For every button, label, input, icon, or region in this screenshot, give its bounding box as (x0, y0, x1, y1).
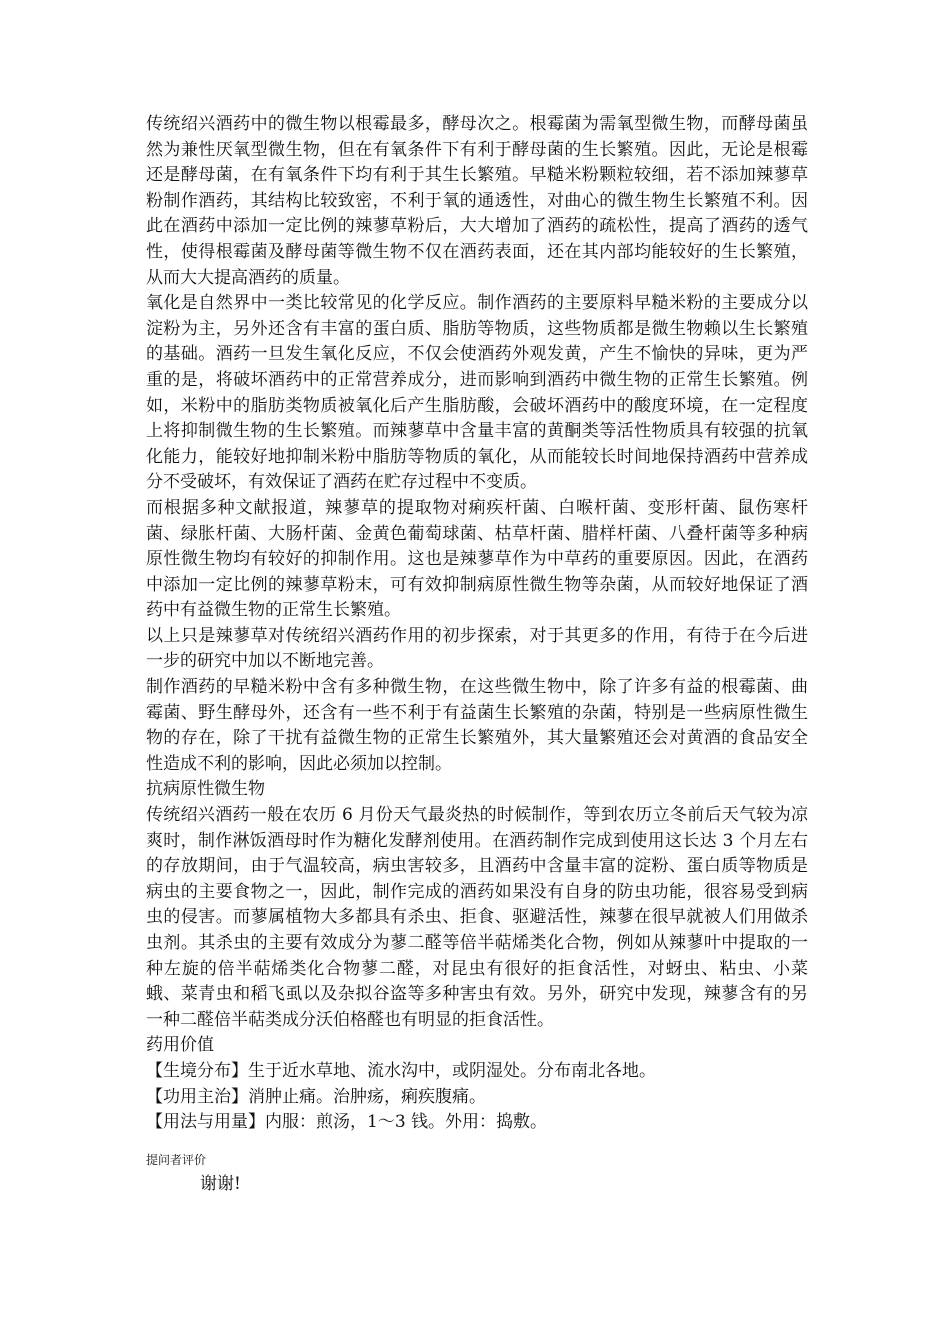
document-page (146, 112, 808, 1197)
reviewer-label: 提问者评价 (146, 1152, 207, 1167)
item-distribution: 【生境分布】生于近水草地、流水沟中，或阴湿处。分布南北各地。 (146, 1060, 656, 1081)
paragraph-aeration: 传统绍兴酒药中的微生物以根霉最多，酵母次之。根霉菌为需氧型微生物，而酵母菌虽然为兼性厌氧型微生物，但在有氧条件下有利于酵母菌的生长繁殖。因此，无论是根霉还是酵母菌，在有氧条件下均有利于其生长繁殖。早糙米粉颗粒较细，若不添加辣蓼草粉制作酒药，其结构比较致密，不利于氧的通透性，对曲心的微生物生长繁殖不利。因此在酒药中添加一定比例的辣蓼草粉后，大大增加了酒药的疏松性，提高了酒药的透气性，使得根霉菌及酵母菌等微生物不仅在酒药表面，还在其内部均能较好的生长繁殖，从而大大提高酒药的质量。 (146, 114, 808, 288)
paragraph-summary: 以上只是辣蓼草对传统绍兴酒药作用的初步探索，对于其更多的作用，有待于在今后进一步的研究中加以不断地完善。 (146, 625, 808, 672)
heading-medicinal-value: 药用价值 (146, 1035, 214, 1056)
thanks-text: 谢谢! (200, 1173, 241, 1194)
paragraph-microbes: 制作酒药的早糙米粉中含有多种微生物，在这些微生物中，除了许多有益的根霉菌、曲霉菌、野生酵母外，还含有一些不利于有益菌生长繁殖的杂菌，特别是一些病原性微生物的存在，除了干扰有益微生物的正常生长繁殖外，其大量繁殖还会对黄酒的食品安全性造成不利的影响，因此必须加以控制。 (146, 677, 808, 774)
paragraph-insecticide: 传统绍兴酒药一般在农历 6 月份天气最炎热的时候制作，等到农历立冬前后天气较为凉爽时，制作淋饭酒母时作为糖化发酵剂使用。在酒药制作完成到使用这长达 3 个月左右的存放期间，由于气温较高，病虫害较多，且酒药中含量丰富的淀粉、蛋白质等物质是病虫的主要食物之一，因此，制作完成的酒药如果没有自身的防虫功能，很容易受到病虫的侵害。而蓼属植物大多都具有杀虫、拒食、驱避活性，辣蓼在很早就被人们用做杀虫剂。其杀虫的主要有效成分为蓼二醛等倍半萜烯类化合物，例如从辣蓼叶中提取的一种左旋的倍半萜烯类化合物蓼二醛，对昆虫有很好的拒食活性，对蚜虫、粘虫、小菜蛾、菜青虫和稻飞虱以及杂拟谷盗等多种害虫有效。另外，研究中发现，辣蓼含有的另一种二醛倍半萜类成分沃伯格醛也有明显的拒食活性。 (146, 805, 808, 1030)
heading-antipathogen: 抗病原性微生物 (146, 779, 265, 800)
item-function: 【功用主治】消肿止痛。治肿疡，痢疾腹痛。 (146, 1086, 486, 1107)
item-usage: 【用法与用量】内服：煎汤，1～3 钱。外用：捣敷。 (146, 1112, 548, 1133)
paragraph-antibacterial: 而根据多种文献报道，辣蓼草的提取物对痢疾杆菌、白喉杆菌、变形杆菌、鼠伤寒杆菌、绿胀杆菌、大肠杆菌、金黄色葡萄球菌、枯草杆菌、腊样杆菌、八叠杆菌等多种病原性微生物均有较好的抑制作用。这也是辣蓼草作为中草药的重要原因。因此，在酒药中添加一定比例的辣蓼草粉末，可有效抑制病原性微生物等杂菌，从而较好地保证了酒药中有益微生物的正常生长繁殖。 (146, 497, 808, 621)
paragraph-oxidation: 氧化是自然界中一类比较常见的化学反应。制作酒药的主要原料早糙米粉的主要成分以淀粉为主，另外还含有丰富的蛋白质、脂肪等物质，这些物质都是微生物赖以生长繁殖的基础。酒药一旦发生氧化反应，不仅会使酒药外观发黄，产生不愉快的异味，更为严重的是，将破坏酒药中的正常营养成分，进而影响到酒药中微生物的正常生长繁殖。例如，米粉中的脂肪类物质被氧化后产生脂肪酸，会破坏酒药中的酸度环境，在一定程度上将抑制微生物的生长繁殖。而辣蓼草中含量丰富的黄酮类等活性物质具有较强的抗氧化能力，能较好地抑制米粉中脂肪等物质的氧化，从而能较长时间地保持酒药中营养成分不受破坏，有效保证了酒药在贮存过程中不变质。 (146, 293, 808, 493)
